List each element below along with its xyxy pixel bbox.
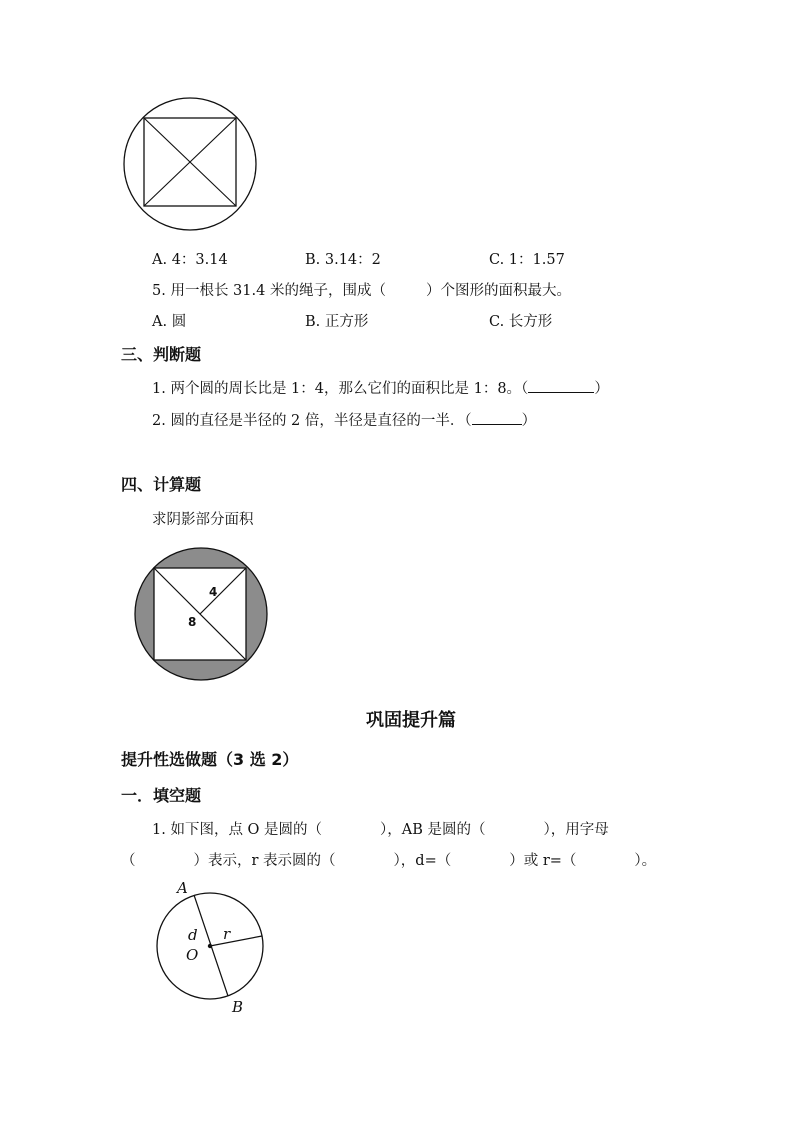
section4-instruction: 求阴影部分面积 (152, 512, 254, 528)
label-a: A (177, 879, 188, 897)
fill-item-1-line1: 1. 如下图，点 O 是圆的（ ），AB 是圆的（ ），用字母 (152, 822, 609, 838)
section3-heading: 三、判断题 (121, 345, 202, 364)
q5-stem-pre: 5. 用一根长 31.4 米的绳子，围成（ (152, 283, 386, 299)
q5-stem-post: ）个图形的面积最大。 (425, 283, 571, 299)
q5-stem (152, 279, 571, 300)
judge-item-1-text: 1. 两个圆的周长比是 1：4，那么它们的面积比是 1：8。（ (152, 381, 529, 397)
judge-item-2-text: 2. 圆的直径是半径的 2 倍，半径是直径的一半．（ (152, 413, 472, 429)
section1-heading: 一．填空题 (121, 786, 202, 805)
label-r: r (223, 925, 231, 943)
label-4: 4 (209, 585, 218, 599)
q5-option-c: C. 长方形 (489, 314, 553, 330)
part-title: 巩固提升篇 (366, 710, 456, 731)
label-o: O (186, 946, 199, 964)
label-b: B (232, 998, 244, 1016)
label-8: 8 (188, 615, 197, 629)
circle-square-figure (120, 98, 262, 234)
judge-item-1 (152, 377, 609, 398)
judge-item-1-blank[interactable] (528, 378, 594, 393)
fill-item-1-line2: （ ）表示，r 表示圆的（ ），d=（ ）或 r=（ ）。 (121, 853, 657, 869)
optional-title: 提升性选做题（3 选 2） (121, 750, 299, 769)
q4-option-c: C. 1：1.57 (489, 252, 565, 268)
q4-option-a: A. 4：3.14 (152, 252, 228, 268)
q5-option-b: B. 正方形 (305, 314, 369, 330)
shaded-area-figure (134, 546, 270, 682)
judge-item-2-close: ） (521, 413, 537, 429)
judge-item-2-blank[interactable] (472, 410, 522, 425)
label-d: d (188, 926, 198, 944)
q5-option-a: A. 圆 (152, 314, 187, 330)
judge-item-1-close: ） (594, 381, 609, 397)
section4-heading: 四、计算题 (121, 475, 202, 494)
circle-diameter-figure (150, 878, 280, 1018)
q4-option-b: B. 3.14：2 (305, 252, 381, 268)
judge-item-2 (152, 409, 536, 430)
